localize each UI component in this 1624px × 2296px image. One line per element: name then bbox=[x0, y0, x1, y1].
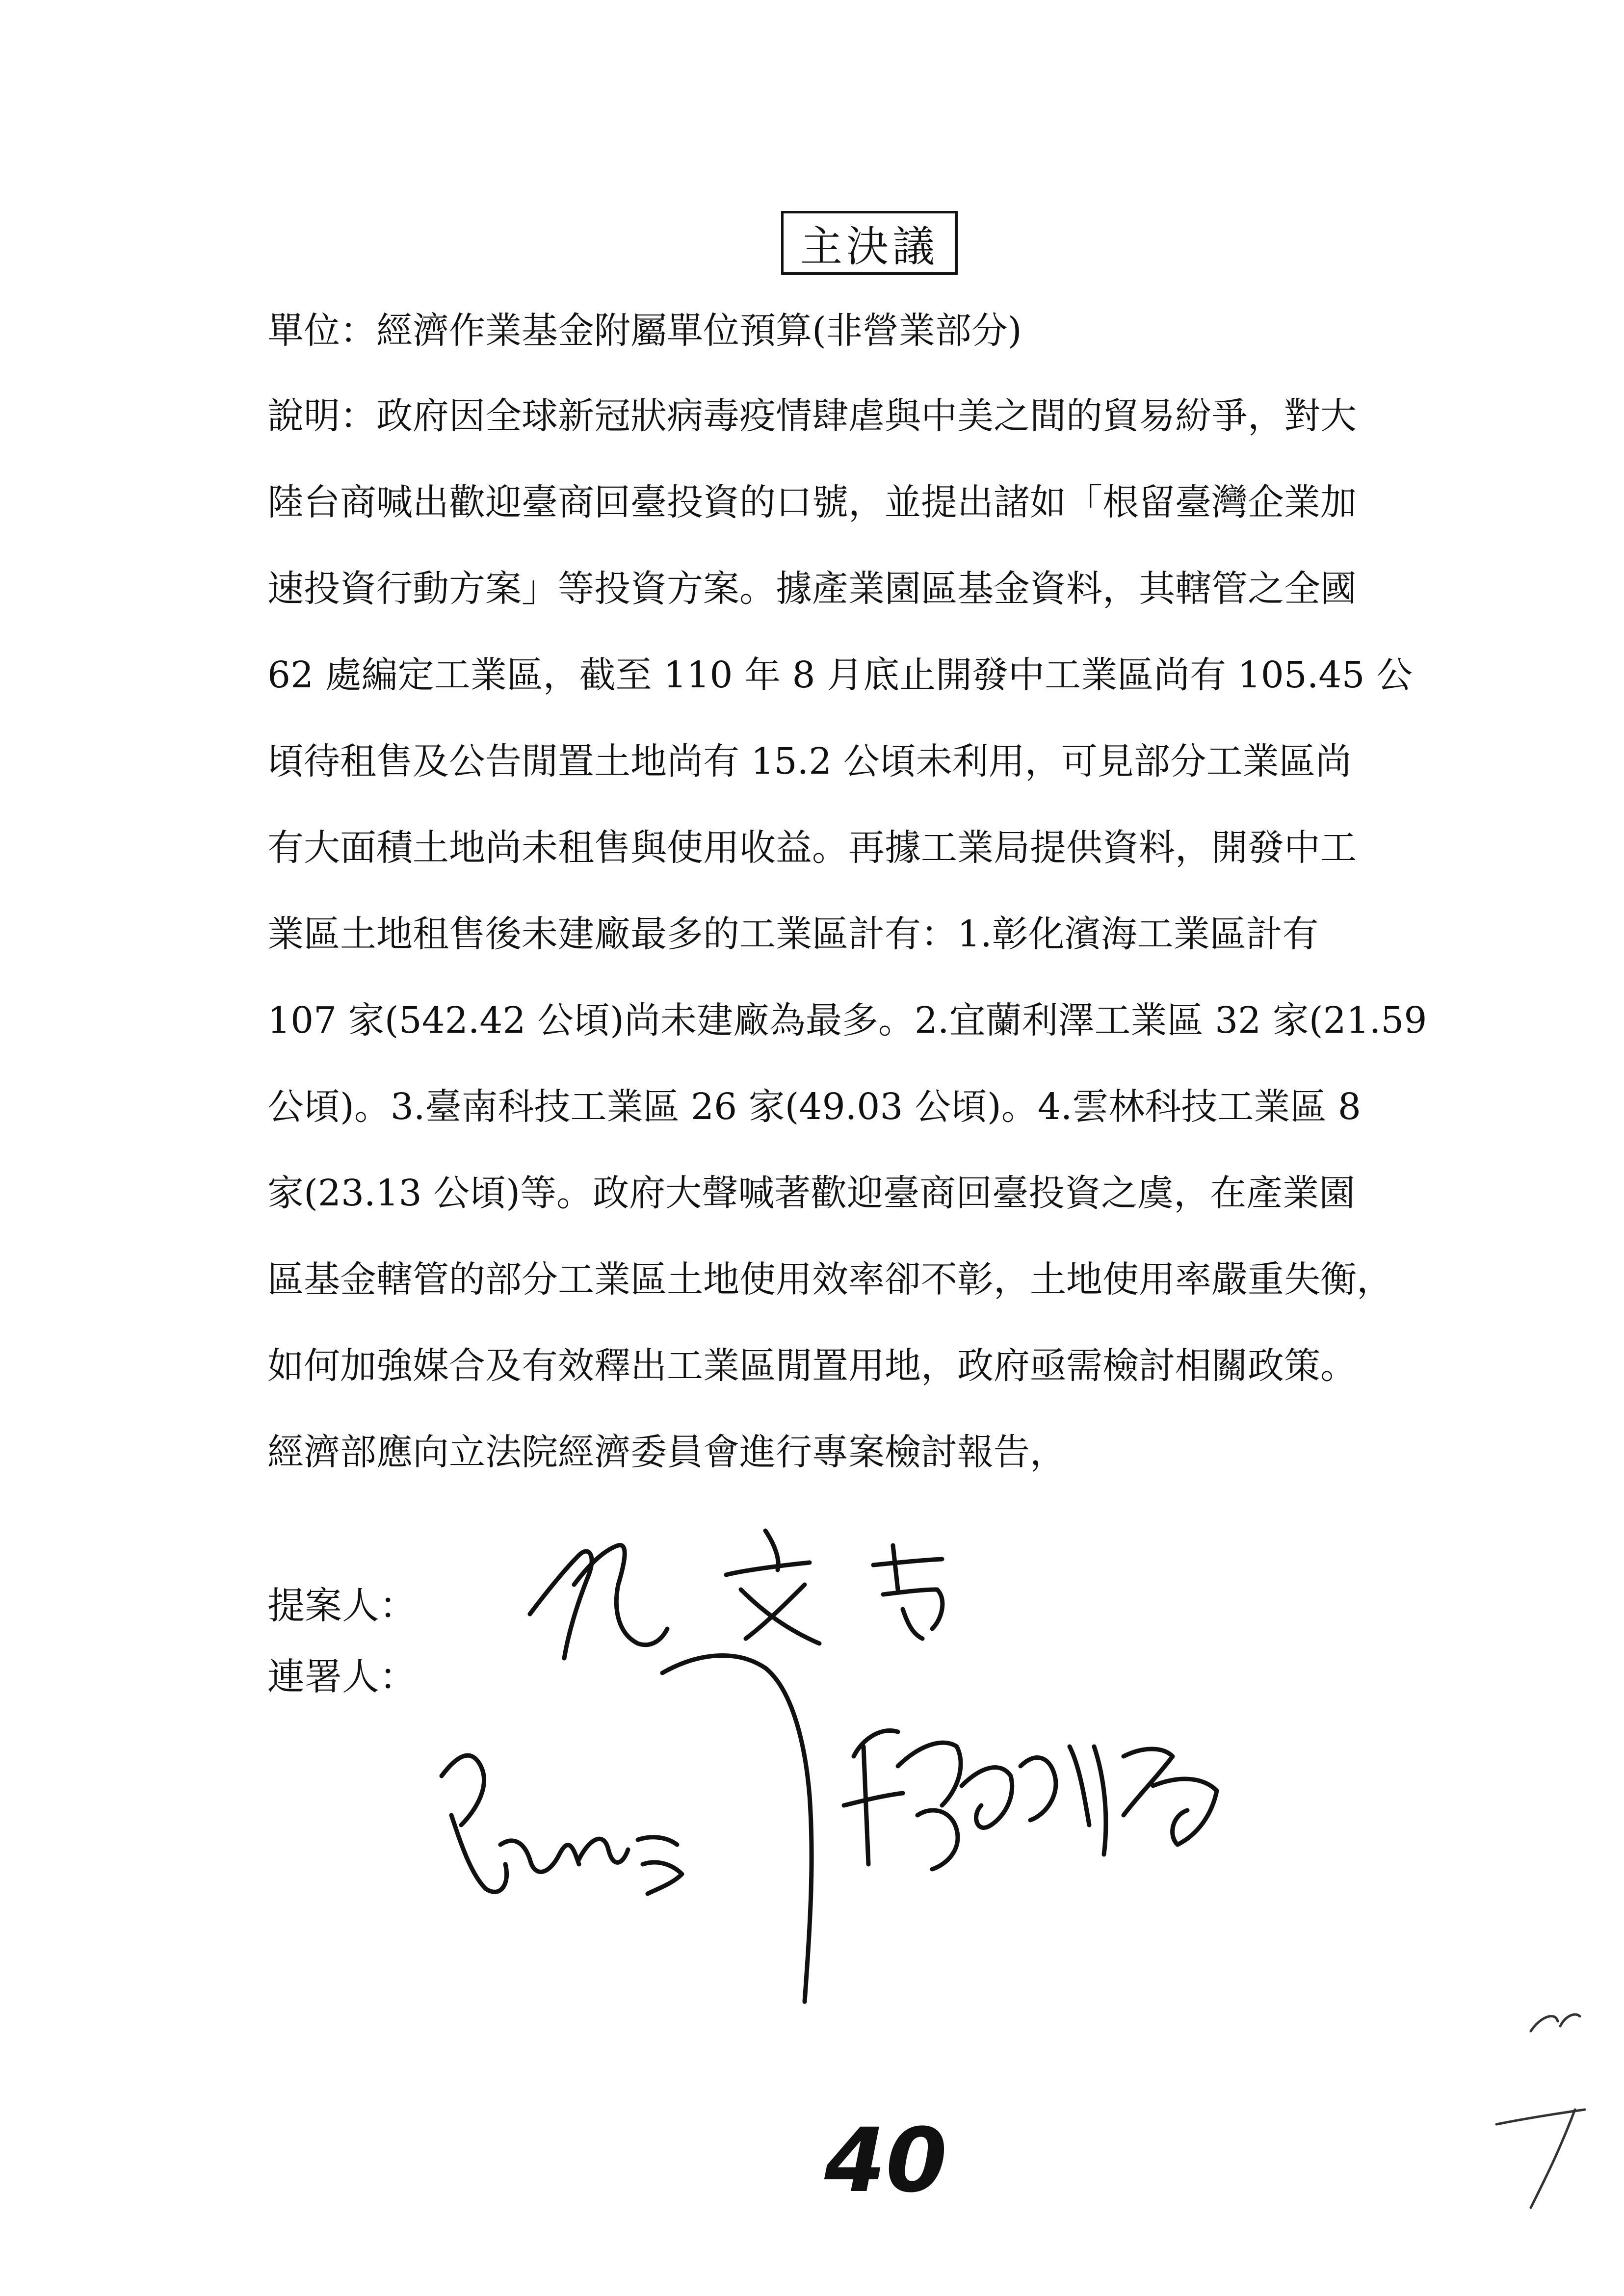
description-line: 公頃)。3.臺南科技工業區 26 家(49.03 公頃)。4.雲林科技工業區 8 bbox=[267, 1086, 1361, 1128]
proposer-label: 提案人： bbox=[267, 1584, 417, 1627]
description-line: 有大面積土地尚未租售與使用收益。再據工業局提供資料，開發中工 bbox=[267, 827, 1357, 869]
proposer-signature bbox=[530, 1531, 943, 1658]
cosigner-label: 連署人： bbox=[267, 1655, 417, 1698]
description-line: 如何加強媒合及有效釋出工業區閒置用地，政府亟需檢討相關政策。 bbox=[267, 1345, 1357, 1387]
page-number: 40 bbox=[824, 2110, 947, 2212]
unit-line: 單位：經濟作業基金附屬單位預算(非營業部分) bbox=[267, 310, 1022, 352]
description-line: 經濟部應向立法院經濟委員會進行專案檢討報告， bbox=[267, 1431, 1066, 1473]
description-line: 頃待租售及公告閒置土地尚有 15.2 公頃未利用，可見部分工業區尚 bbox=[267, 740, 1352, 783]
margin-marks bbox=[1496, 2014, 1585, 2208]
description-line: 陸台商喊出歡迎臺商回臺投資的口號，並提出諸如「根留臺灣企業加 bbox=[267, 481, 1357, 523]
description-line: 107 家(542.42 公頃)尚未建廠為最多。2.宜蘭利澤工業區 32 家(21.59 bbox=[267, 999, 1427, 1042]
cosigner-signature bbox=[442, 1656, 1217, 2002]
description-line: 業區土地租售後未建廠最多的工業區計有：1.彰化濱海工業區計有 bbox=[267, 913, 1319, 955]
description-line: 速投資行動方案」等投資方案。據產業園區基金資料，其轄管之全國 bbox=[267, 568, 1357, 610]
document-title: 主決議 bbox=[781, 211, 958, 275]
description-line: 62 處編定工業區，截至 110 年 8 月底止開發中工業區尚有 105.45 公 bbox=[267, 654, 1413, 696]
description-line: 說明：政府因全球新冠狀病毒疫情肆虐與中美之間的貿易紛爭，對大 bbox=[267, 395, 1357, 437]
description-line: 區基金轄管的部分工業區土地使用效率卻不彰，土地使用率嚴重失衡， bbox=[267, 1258, 1393, 1301]
description-line: 家(23.13 公頃)等。政府大聲喊著歡迎臺商回臺投資之虞，在產業園 bbox=[267, 1172, 1356, 1214]
